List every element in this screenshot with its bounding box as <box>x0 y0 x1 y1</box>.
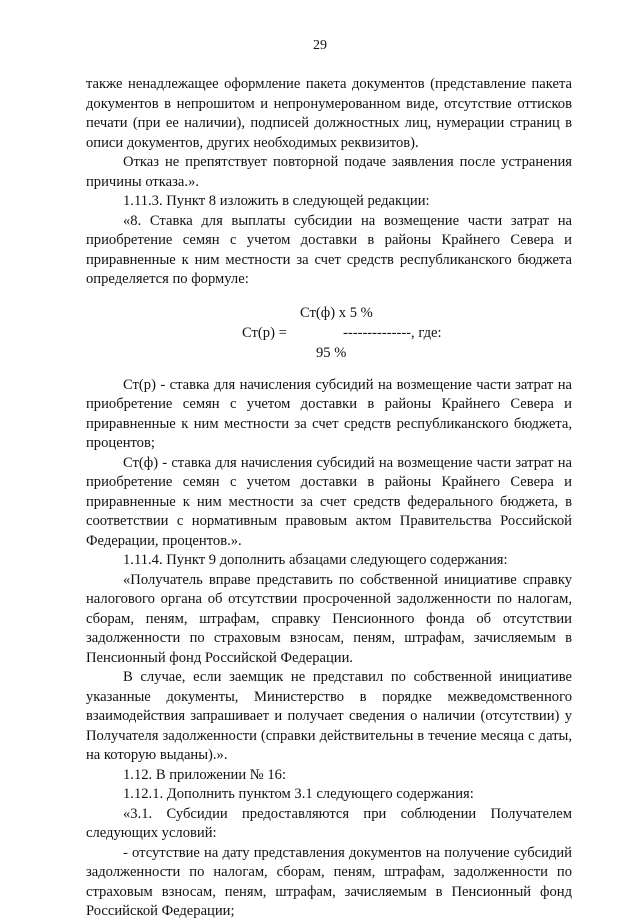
paragraph: В случае, если заемщик не представил по собственной инициативе указанные документы, Министерство в порядке межведомственного взаимодействия запрашивает и получает сведения о наличии (отсутствии) у Получателя задолженности (справки действительны в течение месяца с даты, на которую выданы).». <box>86 669 572 763</box>
page-number: 29 <box>313 38 327 53</box>
document-body <box>86 75 572 922</box>
paragraph: «3.1. Субсидии предоставляются при соблюдении Получателем следующих условий: <box>86 805 572 841</box>
formula-fraction-line: --------------, где: <box>343 324 442 341</box>
paragraph: «8. Ставка для выплаты субсидии на возмещение части затрат на приобретение семян с учетом доставки в районы Крайнего Севера и приравненные к ним местности за счет средств республиканского бюджета определяется по формуле: <box>86 212 572 287</box>
paragraph: 1.12.1. Дополнить пунктом 3.1 следующего содержания: <box>123 786 474 802</box>
paragraph: также ненадлежащее оформление пакета документов (представление пакета документов в непрошитом и непронумерованном виде, отсутствие оттисков печати (при ее наличии), подписей должностных лиц, нумерации страниц в описи документов, других необходимых реквизитов). <box>86 76 572 151</box>
paragraph: Отказ не препятствует повторной подаче заявления после устранения причины отказа.». <box>86 154 572 190</box>
formula-numerator: Ст(ф) x 5 % <box>300 304 373 321</box>
formula-denominator: 95 % <box>316 344 347 361</box>
paragraph: Ст(ф) - ставка для начисления субсидий на возмещение части затрат на приобретение семян с учетом доставки в районы Крайнего Севера и приравненные к ним местности за счет средств федерального бюджета, в соответствии с нормативным правовым актом Правительства Российской Федерации, процентов.». <box>86 454 572 549</box>
paragraph: «Получатель вправе представить по собственной инициативе справку налогового органа об отсутствии просроченной задолженности по налогам, сборам, пеням, штрафам, справку Пенсионного фонда об отсутствии задолженности по страховым взносам, пеням, штрафам, зачисляемым в Пенсионный фонд Российской Федерации. <box>86 571 572 666</box>
formula-lhs: Ст(р) = <box>242 324 287 341</box>
paragraph: - отсутствие на дату представления документов на получение субсидий задолженности по налогам, сборам, пеням, штрафам, задолженности по страховым взносам, пеням, штрафам, зачисляемым в Пенсионный фонд Российской Федерации; <box>86 844 572 919</box>
paragraph: Ст(р) - ставка для начисления субсидий на возмещение части затрат на приобретение семян с учетом доставки в районы Крайнего Севера и приравненные к ним местности за счет средств республиканского бюджета, процентов; <box>86 376 572 451</box>
paragraph: 1.11.4. Пункт 9 дополнить абзацами следующего содержания: <box>123 552 508 568</box>
rate-formula <box>86 304 572 366</box>
paragraph: 1.11.3. Пункт 8 изложить в следующей редакции: <box>123 193 430 209</box>
paragraph: 1.12. В приложении № 16: <box>123 766 287 783</box>
